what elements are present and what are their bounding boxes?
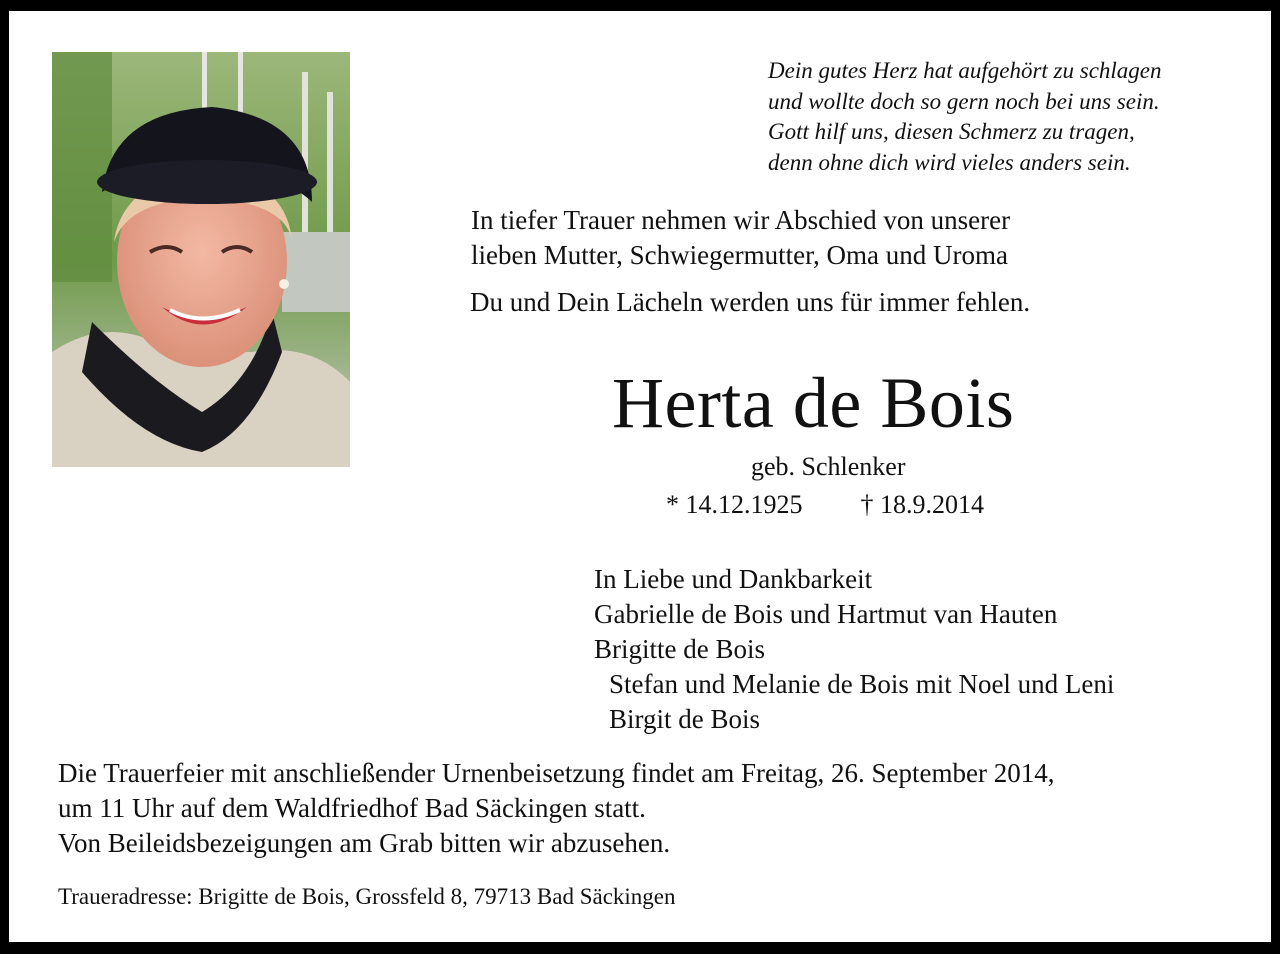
poem-line: Dein gutes Herz hat aufgehört zu schlagen xyxy=(768,58,1162,83)
service-line: um 11 Uhr auf dem Waldfriedhof Bad Säckingen statt. xyxy=(58,793,646,823)
birth-name: geb. Schlenker xyxy=(751,452,906,481)
memorial-poem xyxy=(768,56,1162,178)
life-dates xyxy=(666,490,984,520)
family-line: Gabrielle de Bois und Hartmut van Hauten xyxy=(594,599,1058,629)
smile-line: Du und Dein Lächeln werden uns für immer fehlen. xyxy=(470,287,1031,317)
death-date: † 18.9.2014 xyxy=(860,490,984,519)
service-line: Von Beileidsbezeigungen am Grab bitten wir abzusehen. xyxy=(58,828,671,858)
service-line: Die Trauerfeier mit anschließender Urnenbeisetzung findet am Freitag, 26. September 2014, xyxy=(58,758,1055,788)
family-line: Birgit de Bois xyxy=(609,704,761,734)
family-signatures xyxy=(594,562,1114,737)
family-line: In Liebe und Dankbarkeit xyxy=(594,564,873,594)
poem-line: Gott hilf uns, diesen Schmerz zu tragen, xyxy=(768,119,1135,144)
mourning-intro xyxy=(471,203,1010,273)
portrait-photo xyxy=(52,52,350,467)
poem-line: denn ohne dich wird vieles anders sein. xyxy=(768,149,1131,175)
intro-line: In tiefer Trauer nehmen wir Abschied von unserer xyxy=(471,205,1011,235)
intro-line: lieben Mutter, Schwiegermutter, Oma und Uroma xyxy=(471,240,1008,270)
mourning-address: Traueradresse: Brigitte de Bois, Grossfeld 8, 79713 Bad Säckingen xyxy=(58,884,676,909)
poem-line: und wollte doch so gern noch bei uns sein. xyxy=(768,88,1160,114)
birth-date: * 14.12.1925 xyxy=(666,490,803,519)
portrait-illustration xyxy=(52,52,350,467)
family-line: Brigitte de Bois xyxy=(594,634,765,664)
deceased-name: Herta de Bois xyxy=(612,363,1015,443)
service-notice xyxy=(58,756,1054,861)
family-line: Stefan und Melanie de Bois mit Noel und Leni xyxy=(609,669,1115,699)
